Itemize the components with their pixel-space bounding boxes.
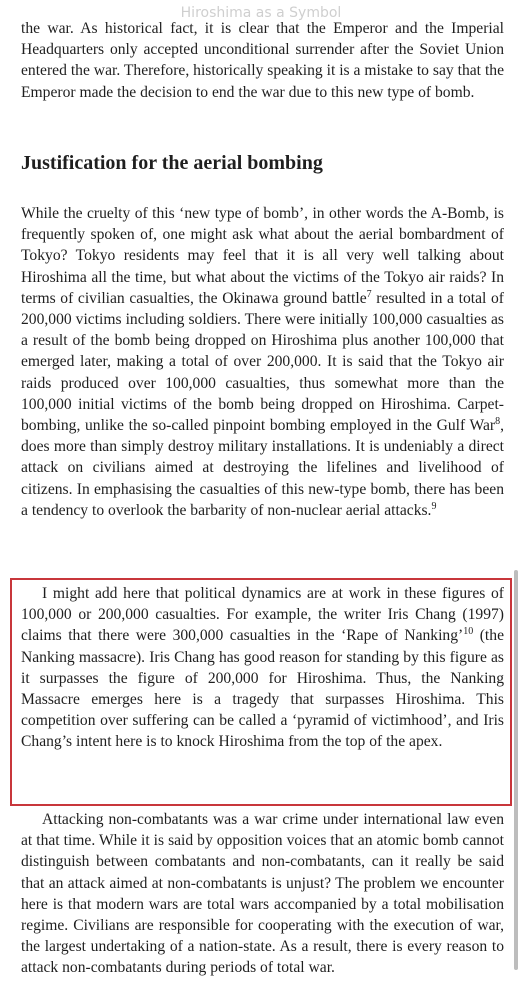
footnote-marker-7[interactable]: 7 <box>366 288 372 300</box>
footnote-marker-10[interactable]: 10 <box>463 626 474 638</box>
watermark: Hiroshima as a Symbol <box>180 5 342 21</box>
paragraph-text: resulted in a total of 200,000 victims including soldiers. There were initially 100,000 casualties as a result of the bomb being dropped on Hiroshima plus another 100,000 that emerged later, making a total of over 200,000. It is said that the Tokyo air raids produced over 100,000 casualties, thus somewhat more than the 100,000 initial victims of the bomb being dropped on Hiroshima. Carpet-bombing, unlike the so-called pinpoint bombing employed in the Gulf War <box>21 289 504 435</box>
paragraph-aerial-bombing <box>21 203 504 521</box>
scrollbar-thumb[interactable] <box>514 570 518 970</box>
paragraph-text: (the Nanking massacre). Iris Chang has good reason for standing by this figure as it surpasses the figure of 200,000 for Hiroshima. Thus, the Nanking Massacre emerges here is a tragedy that surpasses Hiroshima. This competition over suffering can be called a ‘pyramid of victimhood’, and Iris Chang’s intent here is to knock Hiroshima from the top of the apex. <box>21 627 504 751</box>
footnote-marker-9[interactable]: 9 <box>431 500 437 512</box>
highlight-annotation-box <box>10 578 512 806</box>
paragraph-text: I might add here that political dynamics are at work in these figures of 100,000 or 200,000 casualties. For example, the writer Iris Chang (1997) claims that there were 300,000 casualties in the ‘Rape of Nanking’ <box>21 585 504 645</box>
paragraph-non-combatants: Attacking non-combatants was a war crime under international law even at that time. While it is said by opposition voices that an atomic bomb cannot distinguish between combatants and non-combatants, can it really be said that an attack aimed at non-combatants is unjust? The problem we encounter here is that modern wars are total wars accompanied by a total mobilisation regime. Civilians are responsible for cooperating with the execution of war, the largest undertaking of a nation-state. As a result, there is every reason to attack non-combatants during periods of total war. <box>21 811 504 977</box>
section-heading: Justification for the aerial bombing <box>21 152 323 174</box>
footnote-marker-8[interactable]: 8 <box>495 416 501 428</box>
paragraph-text: , does more than simply destroy military installations. It is undeniably a direct attack on civilians aimed at destroying the lifelines and livelihood of citizens. In emphasising the casualties of this new-type bomb, there has been a tendency to overlook the barbarity of non-nuclear aerial attacks. <box>21 417 504 519</box>
intro-paragraph: the war. As historical fact, it is clear that the Emperor and the Imperial Headquarters only accepted unconditional surrender after the Soviet Union entered the war. Therefore, historically speaking it is a mistake to say that the Emperor made the decision to end the war due to this new type of bomb. <box>21 20 504 101</box>
paragraph-text: While the cruelty of this ‘new type of bomb’, in other words the A-Bomb, is frequently spoken of, one might ask what about the aerial bombardment of Tokyo? Tokyo residents may feel that it is all very well talking about Hiroshima all the time, but what about the victims of the Tokyo air raids? In terms of civilian casualties, the Okinawa ground battle <box>21 205 504 307</box>
